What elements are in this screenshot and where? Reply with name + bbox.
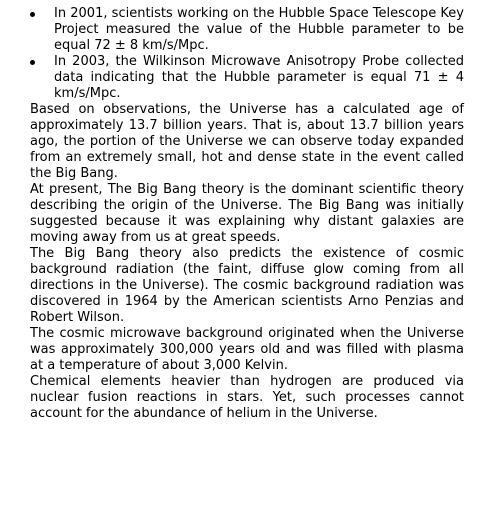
paragraph-chemical-elements: Chemical elements heavier than hydrogen are produced via nuclear fusion reactions in stars. Yet, such processes cannot account for the abundance of helium in the Universe. — [30, 374, 464, 421]
paragraph-big-bang-theory: At present, The Big Bang theory is the dominant scientific theory describing the origin of the Universe. The Big Bang was initially suggested because it was explaining why distant galaxies are moving away from us at great speeds. — [30, 182, 464, 245]
paragraph-microwave-background: The cosmic microwave background originated when the Universe was approximately 300,000 years old and was filled with plasma at a temperature of about 3,000 Kelvin. — [30, 326, 464, 373]
list-item-text: In 2001, scientists working on the Hubble Space Telescope Key Project measured the value of the Hubble parameter to be equal 72 ± 8 km/s/Mpc. — [54, 6, 464, 53]
bullet-icon — [30, 12, 35, 17]
bullet-icon — [30, 60, 35, 65]
document-body — [30, 6, 464, 422]
paragraph-universe-age: Based on observations, the Universe has a calculated age of approximately 13.7 billion years. That is, about 13.7 billion years ago, the portion of the Universe we can observe today expanded from an extremely small, hot and dense state in the event called the Big Bang. — [30, 102, 464, 181]
paragraph-cosmic-background: The Big Bang theory also predicts the existence of cosmic background radiation (the faint, diffuse glow coming from all directions in the Universe). The cosmic background radiation was discovered in 1964 by the American scientists Arno Penzias and Robert Wilson. — [30, 246, 464, 325]
list-item — [30, 6, 464, 54]
hubble-measurements-list — [30, 6, 464, 102]
list-item — [30, 54, 464, 102]
list-item-text: In 2003, the Wilkinson Microwave Anisotropy Probe collected data indicating that the Hubble parameter is equal 71 ± 4 km/s/Mpc. — [54, 54, 464, 101]
